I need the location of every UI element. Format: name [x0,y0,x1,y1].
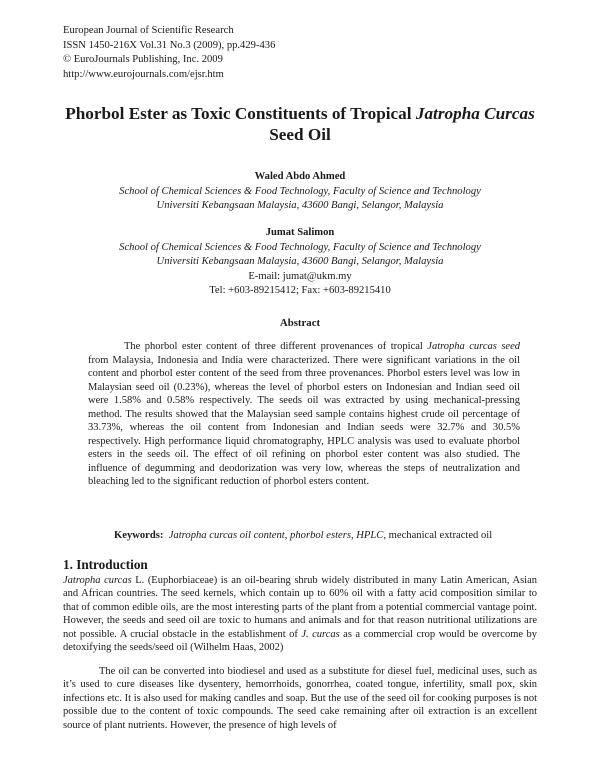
introduction-paragraph-1 [63,574,537,654]
section-heading-introduction: 1. Introduction [63,557,148,572]
introduction-paragraph-2: The oil can be converted into biodiesel and used as a substitute for diesel fuel, medicinal uses, such as it’s used to cure diseases like dysentery, hemorrhoids, gonorrhea, coated tongue, infertility, small pox, skin infections etc. It is also used for making candles and soap. But the use of the seed oil for cooking purposes is not possible due to the content of toxic compounds. The seed cake remaining after oil extraction is an excellent source of plant nutrients. However, the presence of high levels of [63,666,537,731]
keywords-label: Keywords: [114,530,164,541]
abstract-body: from Malaysia, Indonesia and India were characterized. There were significant variations in the oil content and phorbol ester content of the seed from three provenances. Phorbol esters level was low in Malaysian seed oil (0.23%), whereas the level of phorbol esters on Indonesian and Indian seed oil were 1.58% and 0.58% respectively. The seeds oil was extracted by using mechanical-pressing method. The results showed that the Malaysian seed sample contains highest crude oil percentage of 33.73%, whereas the oil content from Indonesian and Indian seeds were 32.7% and 30.5% respectively. High performance liquid chromatography, HPLC analysis was used to evaluate phorbol esters in the seeds oil. The effect of oil refining on phorbol ester content was also studied. The influence of degumming and deodorization was very low, whereas the steps of neutralization and bleaching led to the significant reduction of phorbol esters content. [88,354,520,487]
keywords-rest: mechanical extracted oil [386,530,493,541]
author-phone: Tel: +603-89215412; Fax: +603-89215410 [209,285,391,296]
title-part1: Phorbol Ester as Toxic Constituents of Tropical [65,104,416,123]
abstract-lead-italic: Jatropha curcas seed [427,341,520,352]
abstract-text [88,340,520,489]
author-affiliation-line2: Universiti Kebangsaan Malaysia, 43600 Bangi, Selangor, Malaysia [156,256,444,267]
journal-issn: ISSN 1450-216X Vol.31 No.3 (2009), pp.429-436 [63,39,276,51]
species-abbrev: J. curcas [301,628,340,640]
journal-header [63,24,275,82]
p1-text-b: as a commercial crop would be overcome by detoxifying the seeds/seed oil (Wilhelm Haas, 2002) [63,628,537,654]
abstract-lead: The phorbol ester content of three different provenances of tropical [124,341,428,352]
author-affiliation-line2: Universiti Kebangsaan Malaysia, 43600 Bangi, Selangor, Malaysia [156,200,444,211]
journal-url[interactable]: http://www.eurojournals.com/ejsr.htm [63,68,224,80]
author-name: Waled Abdo Ahmed [254,171,346,182]
author-email[interactable]: E-mail: jumat@ukm.my [248,270,352,282]
title-part2: Seed Oil [269,125,331,144]
author-block-1 [40,170,560,214]
journal-name: European Journal of Scientific Research [63,25,234,36]
journal-copyright: © EuroJournals Publishing, Inc. 2009 [63,54,223,65]
author-name: Jumat Salimon [265,227,335,238]
author-affiliation-line1: School of Chemical Sciences & Food Technology, Faculty of Science and Technology [119,241,481,253]
keywords-italic: Jatropha curcas oil content, phorbol esters, HPLC, [168,530,386,541]
author-affiliation-line1: School of Chemical Sciences & Food Technology, Faculty of Science and Technology [119,185,481,197]
author-block-2 [40,226,560,299]
title-italic: Jatropha Curcas [415,104,535,123]
species-name: Jatropha curcas [63,575,132,586]
p1-text-a: L. (Euphorbiaceae) is an oil-bearing shrub widely distributed in many Latin American, Asian and African countries. The seed kernels, which contain up to 60% oil with a fatty acid composition similar to that of common edible oils, are the most interesting parts of the plant from a potential commercial vantage point. However, the seeds and seed oil are toxic to humans and animals and for that reason nutritional utilizations are not possible. A crucial obstacle in the establishment of [63,575,537,640]
keywords-line [114,530,492,541]
paper-title [40,103,560,145]
abstract-heading: Abstract [279,317,321,329]
